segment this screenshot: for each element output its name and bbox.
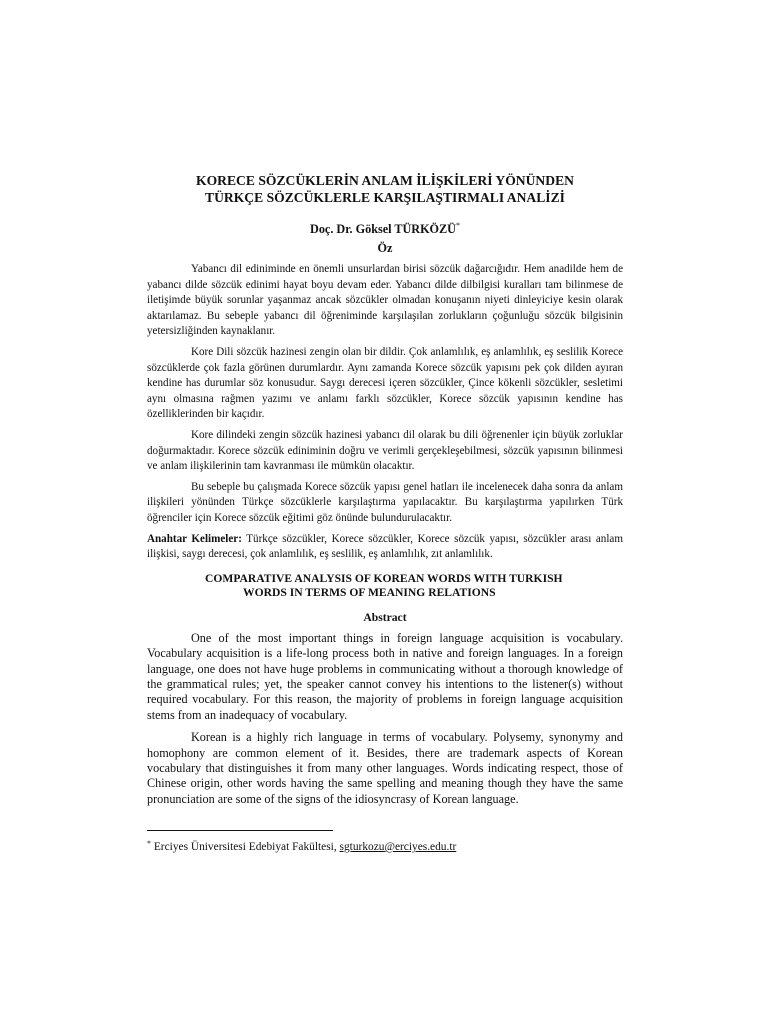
keywords-label: Anahtar Kelimeler: xyxy=(147,532,242,545)
keywords-text: Türkçe sözcükler, Korece sözcükler, Korece sözcük yapısı, sözcükler arası anlam ilişkisi, saygı derecesi, çok anlamlılık, eş seslilik, eş anlamlılık, zıt anlamlılık. xyxy=(147,532,623,561)
oz-paragraph: Kore Dili sözcük hazinesi zengin olan bir dildir. Çok anlamlılık, eş anlamlılık, eş seslilik Korece sözcüklerde çok fazla görünen durumlardır. Aynı zamanda Korece sözcük yapısını pek çok dilden ayıran kendine has durumlar söz konusudur. Saygı derecesi içeren sözcükler, Çince kökenli sözcükler, sesletimi aynı olmasına rağmen yazımı ve anlamı farklı sözcükler, Korece sözcük yapısının kendine has özelliklerinden bir kaçıdır. xyxy=(147,345,623,421)
abstract-heading: Abstract xyxy=(363,610,407,624)
keywords xyxy=(147,532,623,563)
english-title-line-1: COMPARATIVE ANALYSIS OF KOREAN WORDS WITH TURKISH xyxy=(205,571,563,585)
footnote-divider xyxy=(147,830,333,831)
oz-paragraph: Kore dilindeki zengin sözcük hazinesi yabancı dil olarak bu dili öğrenenler için büyük zorluklar doğurmaktadır. Korece sözcük ediniminin doğru ve verimli gerçekleşebilmesi, sözcük yapısının bilinmesi ve anlam ilişkilerinin tam kavranması ile mümkün olacaktır. xyxy=(147,428,623,473)
abstract-paragraph: Korean is a highly rich language in terms of vocabulary. Polysemy, synonymy and homophony are common element of it. Besides, there are trademark aspects of Korean vocabulary that distinguishes it from many other languages. Words indicating respect, those of Chinese origin, other words having the same spelling and meaning though they have the same pronunciation are some of the signs of the idiosyncrasy of Korean language. xyxy=(147,730,623,806)
english-title xyxy=(147,572,623,601)
footnote-email-link[interactable]: sgturkozu@erciyes.edu.tr xyxy=(339,841,457,853)
footnote-affiliation: Erciyes Üniversitesi Edebiyat Fakültesi, xyxy=(151,841,340,853)
author-footnote-mark: * xyxy=(455,221,460,230)
title-line-1: KORECE SÖZCÜKLERİN ANLAM İLİŞKİLERİ YÖNÜNDEN xyxy=(196,173,574,188)
abstract-section xyxy=(147,631,623,807)
oz-paragraph: Bu sebeple bu çalışmada Korece sözcük yapısı genel hatları ile incelenecek daha sonra da anlam ilişkileri yönünden Türkçe sözcüklerle karşılaştırma yapılacaktır. Bu karşılaştırma yapılırken Türk öğrenciler için Korece sözcük eğitimi göz önünde bulundurulacaktır. xyxy=(147,480,623,524)
oz-heading: Öz xyxy=(377,241,393,255)
oz-section xyxy=(147,262,623,527)
abstract-paragraph: One of the most important things in foreign language acquisition is vocabulary. Vocabulary acquisition is a life-long process both in native and foreign languages. In a foreign language, one does not have huge problems in communicating without a thorough knowledge of the grammatical rules; yet, the speaker cannot convey his intentions to the listener(s) without required vocabulary. For this reason, the majority of problems in foreign language acquisition stems from an inadequacy of vocabulary. xyxy=(147,630,623,722)
title-line-2: TÜRKÇE SÖZCÜKLERLE KARŞILAŞTIRMALI ANALİZİ xyxy=(205,190,565,205)
footnote-mark: * xyxy=(147,839,151,848)
author-line xyxy=(147,218,623,237)
footnote xyxy=(147,836,623,855)
oz-paragraph: Yabancı dil ediniminde en önemli unsurlardan birisi sözcük dağarcığıdır. Hem anadilde hem de yabancı dilde sözcük edinimi hayat boyu devam eder. Yabancı dilde dilbilgisi kuralları tam bilinmese de iletişimde büyük sorunlar yaşanmaz ancak sözcükler olmadan konuşanın niyeti dinleyiciye kesin olarak aktarılamaz. Bu sebeple yabancı dil öğreniminde karşılaşılan zorlukların çoğunluğu sözcük bilgisinin yetersizliğinden kaynaklanır. xyxy=(147,263,623,338)
english-title-line-2: WORDS IN TERMS OF MEANING RELATIONS xyxy=(243,586,496,600)
author-name: Doç. Dr. Göksel TÜRKÖZÜ xyxy=(310,222,456,236)
article-body xyxy=(147,172,623,814)
article-title xyxy=(147,172,623,206)
